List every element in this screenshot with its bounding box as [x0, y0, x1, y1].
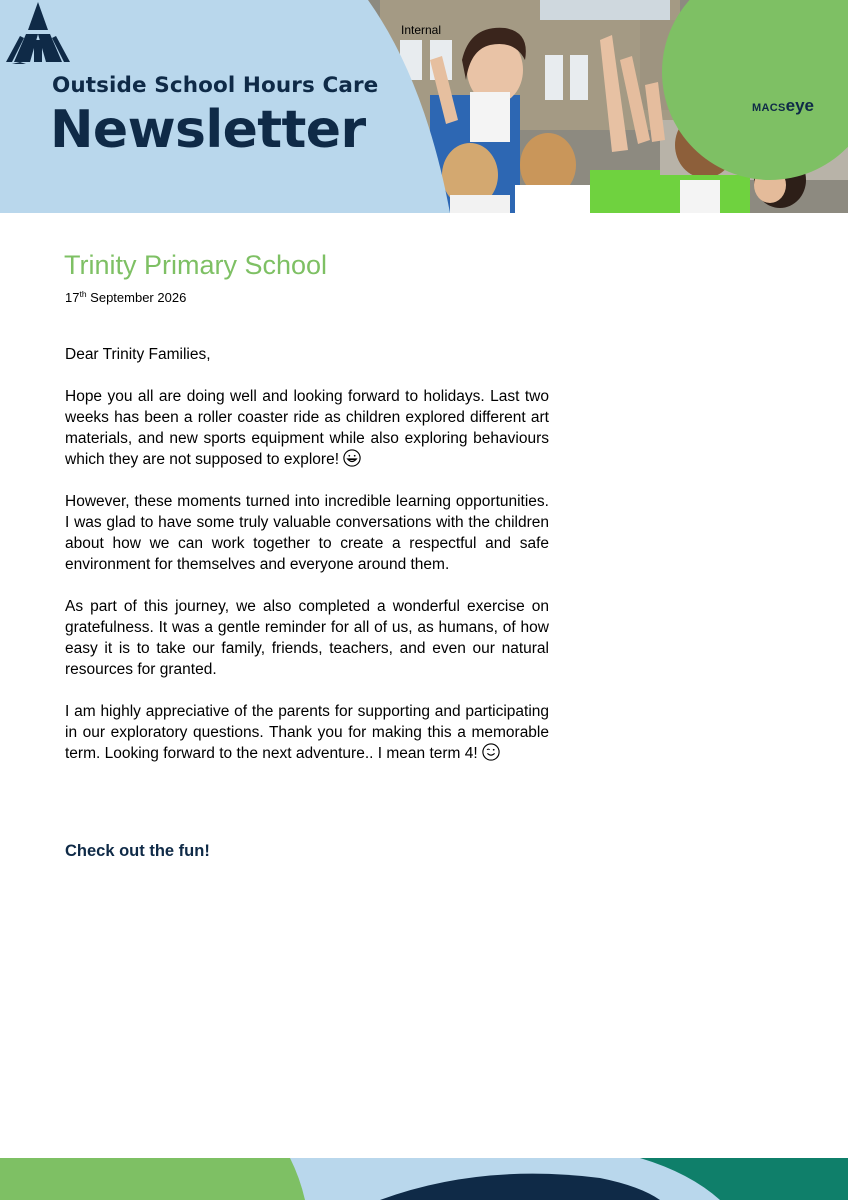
grinning-face-icon — [343, 449, 361, 467]
macs-logo-icon — [0, 0, 76, 86]
newsletter-date — [65, 289, 186, 305]
logo-suffix: eye — [785, 96, 814, 115]
newsletter-title: Newsletter — [50, 100, 366, 160]
letter-paragraph-3: As part of this journey, we also completed a wonderful exercise on gratefulness. It was a gentle reminder for all of us, as humans, of how easy it is to take our family, friends, teachers, and even our natural resources for granted. — [65, 598, 549, 678]
footer-graphic — [0, 1158, 848, 1200]
paragraph-4-text: I am highly appreciative of the parents for supporting and participating in our exploratory questions. Thank you for making this a memorable term. Looking forward to the next adventure.. I mean term 4! — [65, 703, 549, 762]
letter-body — [65, 344, 549, 785]
check-out-heading: Check out the fun! — [65, 842, 210, 860]
newsletter-subtitle: Outside School Hours Care — [52, 73, 379, 98]
letter-paragraph-4 — [65, 701, 549, 764]
winking-face-icon — [482, 743, 500, 761]
date-month-year: September 2026 — [86, 290, 187, 305]
date-suffix: th — [79, 289, 87, 299]
classification-label: Internal — [401, 23, 442, 37]
logo-prefix: MACS — [752, 102, 786, 114]
letter-greeting: Dear Trinity Families, — [65, 346, 211, 363]
macs-logo-wordmark — [738, 96, 828, 116]
letter-paragraph-1 — [65, 386, 549, 470]
school-name: Trinity Primary School — [64, 250, 328, 280]
paragraph-1-text: Hope you all are doing well and looking forward to holidays. Last two weeks has been a roller coaster ride as children explored different art materials, and new sports equipment while also exploring behaviours which they are not supposed to explore! — [65, 388, 549, 468]
newsletter-header — [0, 0, 848, 213]
date-day: 17 — [65, 290, 80, 305]
letter-paragraph-2: However, these moments turned into incredible learning opportunities. I was glad to have some truly valuable conversations with the children about how we can work together to create a respectful and safe environment for themselves and everyone around them. — [65, 493, 549, 573]
